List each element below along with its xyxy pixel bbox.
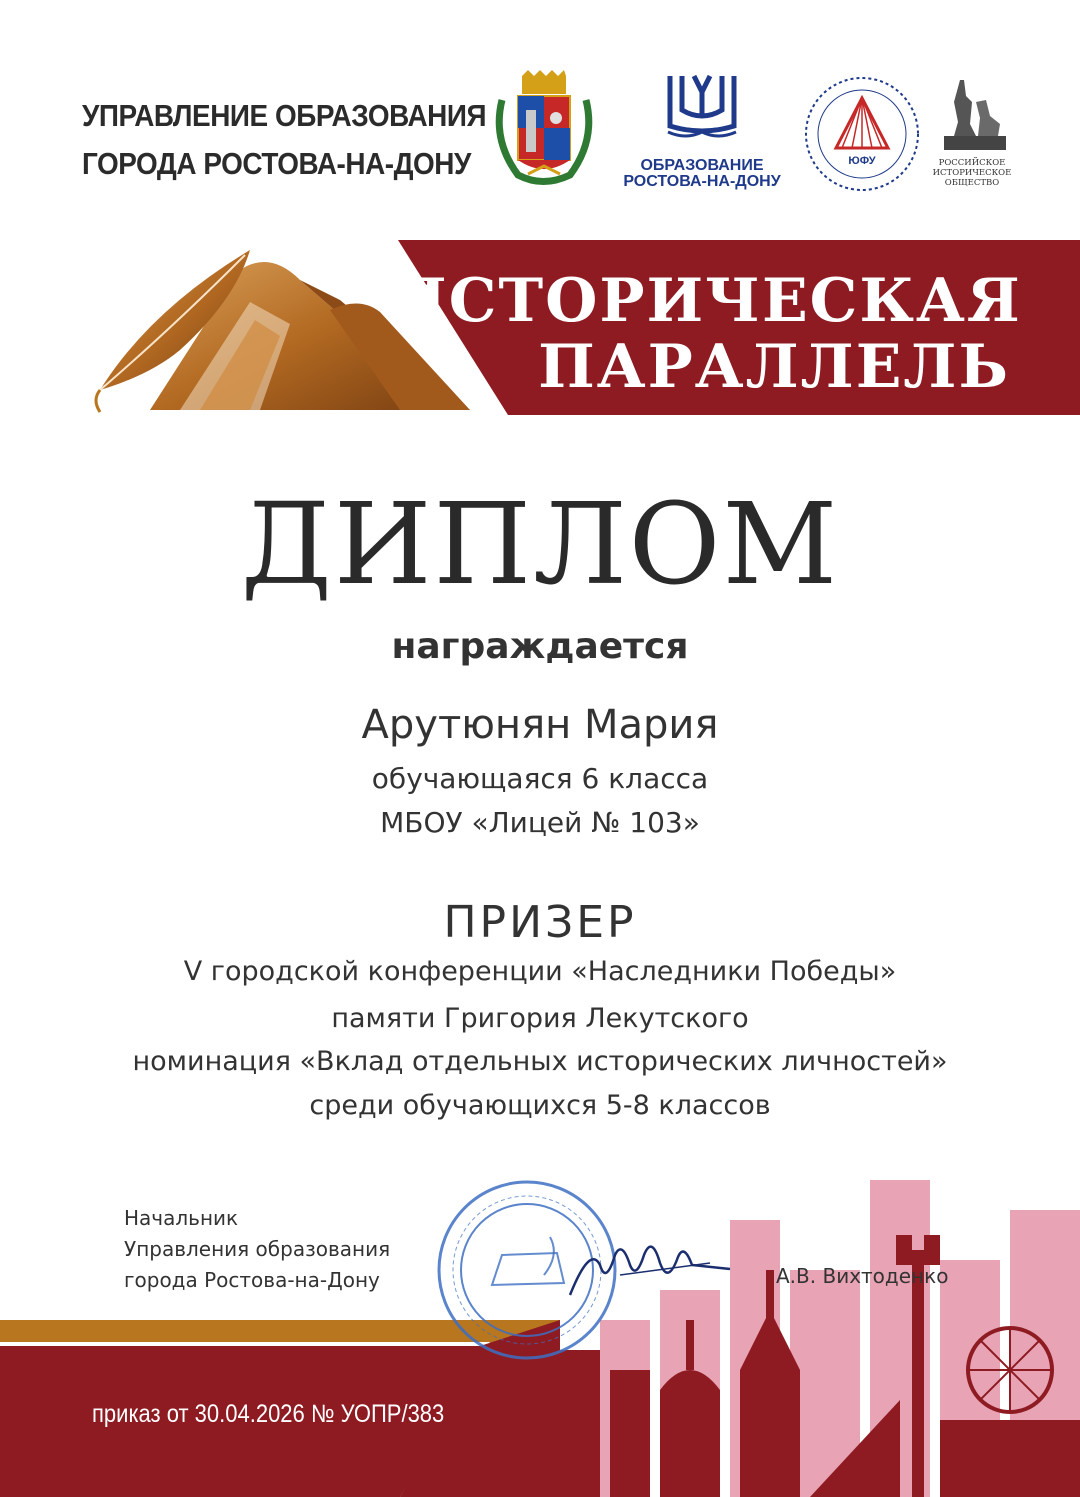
recipient-school: МБОУ «Лицей № 103» xyxy=(380,806,700,839)
organization-line-2: ГОРОДА РОСТОВА-НА-ДОНУ xyxy=(82,146,471,181)
signatory-role-line-2: Управления образования xyxy=(124,1237,391,1261)
rio-line-3: ОБЩЕСТВО xyxy=(944,178,1000,188)
russian-historical-society-logo xyxy=(930,72,1014,192)
event-line-4: среди обучающихся 5-8 классов xyxy=(309,1090,771,1121)
recipient-grade: обучающаяся 6 класса xyxy=(371,762,709,795)
awarded-label: награждается xyxy=(391,626,689,667)
event-line-3: номинация «Вклад отдельных исторических личностей» xyxy=(132,1046,948,1077)
handwritten-signature xyxy=(560,1225,740,1315)
project-title-line-1: ИСТОРИЧЕСКАЯ xyxy=(390,266,1022,336)
project-title xyxy=(390,266,1022,402)
event-line-1: V городской конференции «Наследники Победы» xyxy=(183,956,897,987)
signatory-name: А.В. Вихтоденко xyxy=(776,1264,949,1288)
monument-icon xyxy=(930,72,1014,154)
obrazovanie-rostov-logo xyxy=(612,70,792,190)
sfedu-university-logo xyxy=(800,72,924,196)
order-reference: приказ от 30.04.2026 № УОПР/383 xyxy=(92,1400,445,1428)
event-line-2: памяти Григория Лекутского xyxy=(331,1003,749,1034)
rostov-coat-of-arms-logo xyxy=(488,70,600,190)
rio-line-1: РОССИЙСКОЕ xyxy=(938,158,1006,168)
project-title-line-2: ПАРАЛЛЕЛЬ xyxy=(538,332,1010,402)
organization-name xyxy=(82,92,486,188)
sfedu-short-name: ЮФУ xyxy=(848,155,876,167)
award-status: ПРИЗЕР xyxy=(443,897,637,948)
diploma-heading: ДИПЛОМ xyxy=(240,480,840,610)
signatory-role xyxy=(124,1203,390,1296)
book-shield-icon xyxy=(612,70,792,150)
signatory-role-line-1: Начальник xyxy=(124,1206,239,1230)
obrazovanie-line-2: РОСТОВА-НА-ДОНУ xyxy=(623,173,781,190)
recipient-name: Арутюнян Мария xyxy=(361,702,719,748)
rio-line-2: ИСТОРИЧЕСКОЕ xyxy=(932,168,1012,178)
obrazovanie-line-1: ОБРАЗОВАНИЕ xyxy=(640,157,764,174)
ferris-wheel-icon xyxy=(968,1328,1052,1412)
organization-line-1: УПРАВЛЕНИЕ ОБРАЗОВАНИЯ xyxy=(82,98,487,133)
signatory-role-line-3: города Ростова-на-Дону xyxy=(124,1268,380,1292)
